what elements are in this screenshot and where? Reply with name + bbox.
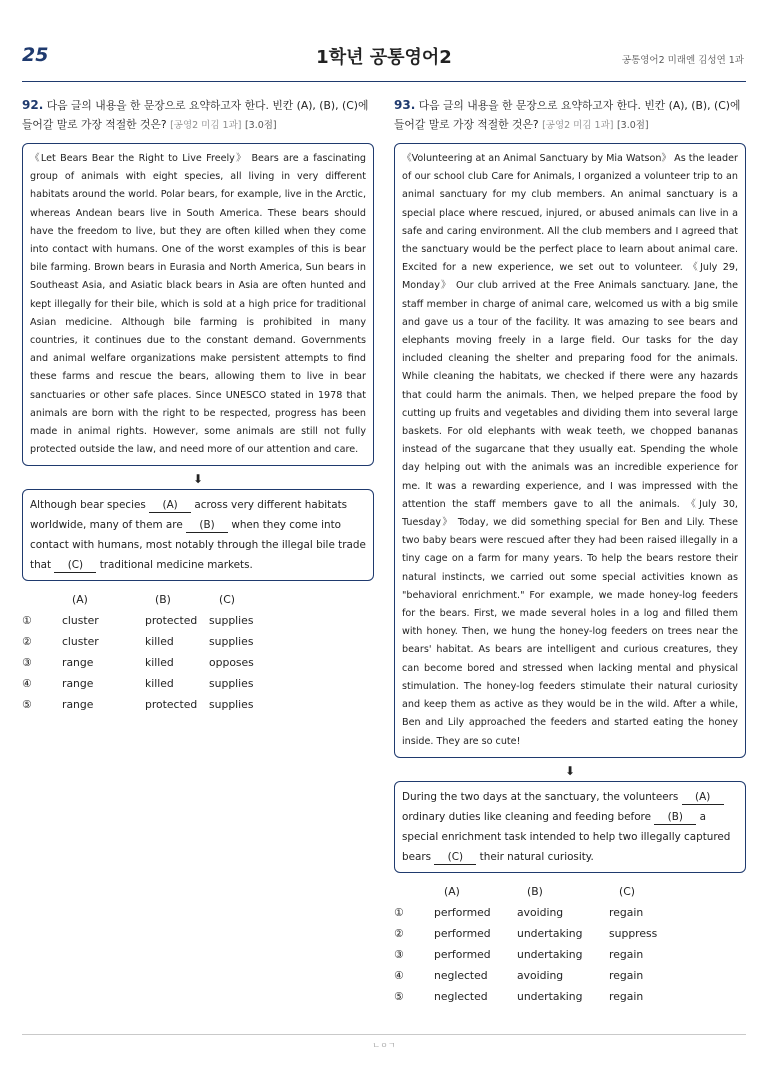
- choice-c: regain: [609, 947, 644, 961]
- choice-marker[interactable]: ⑤: [394, 989, 404, 1003]
- points-label: [3.0점]: [244, 120, 277, 131]
- choice-b: undertaking: [517, 989, 583, 1003]
- footer-divider: [22, 1034, 746, 1035]
- choice-row[interactable]: [22, 631, 254, 652]
- question-number: 93.: [394, 98, 416, 112]
- choice-marker[interactable]: ③: [22, 656, 32, 670]
- summary-text-2: across very different habitats worldwide, many of them are: [30, 499, 348, 532]
- choice-c: supplies: [209, 614, 254, 628]
- choice-marker[interactable]: ②: [394, 926, 404, 940]
- question-prompt: [394, 96, 746, 135]
- prompt-line-2: 들어갈 말로 가장 적절한 것은?: [394, 118, 539, 131]
- header-a: (A): [72, 593, 88, 607]
- blank-a: (A): [682, 790, 724, 805]
- choice-a: cluster: [62, 635, 99, 649]
- choices-header: [394, 881, 657, 902]
- down-arrow-icon: ⬇: [192, 472, 204, 487]
- choice-a: performed: [434, 947, 491, 961]
- page-title: 1학년 공통영어2: [316, 47, 452, 68]
- blank-b: (B): [654, 810, 696, 825]
- choice-marker[interactable]: ③: [394, 947, 404, 961]
- choice-c: supplies: [209, 635, 254, 649]
- summary-box: [394, 781, 746, 873]
- summary-text-3: a special enrichment task intended to help two illegally captured bears: [402, 810, 731, 863]
- choice-marker[interactable]: ①: [22, 614, 32, 628]
- choice-b: killed: [145, 677, 174, 691]
- choice-marker[interactable]: ④: [22, 677, 32, 691]
- choice-c: suppress: [609, 926, 658, 940]
- choice-b: protected: [145, 614, 198, 628]
- choice-c: opposes: [209, 656, 254, 670]
- question-92: [22, 96, 374, 715]
- choice-row[interactable]: [22, 652, 254, 673]
- answer-choices: [22, 589, 254, 715]
- choice-b: undertaking: [517, 947, 583, 961]
- choice-row[interactable]: [22, 610, 254, 631]
- header-meta: 공통영어2 미래엔 김성연 1과: [621, 55, 744, 66]
- answer-choices: [394, 881, 657, 1007]
- prompt-line-1: 다음 글의 내용을 한 문장으로 요약하고자 한다. 빈칸 (A), (B), (C)에: [418, 99, 741, 112]
- header-c: (C): [219, 593, 235, 607]
- choice-a: performed: [434, 926, 491, 940]
- choice-a: neglected: [434, 989, 488, 1003]
- summary-text-1: Although bear species: [30, 499, 150, 512]
- question-93: [394, 96, 746, 1007]
- choice-c: supplies: [209, 677, 254, 691]
- header-b: (B): [527, 884, 543, 898]
- choice-b: avoiding: [517, 905, 564, 919]
- header-divider: [22, 81, 746, 82]
- choice-a: range: [62, 677, 94, 691]
- prompt-line-1: 다음 글의 내용을 한 문장으로 요약하고자 한다. 빈칸 (A), (B), (C)에: [46, 99, 369, 112]
- choice-row[interactable]: [394, 986, 657, 1007]
- blank-b: (B): [186, 518, 228, 533]
- header-c: (C): [619, 884, 635, 898]
- choice-row[interactable]: [394, 965, 657, 986]
- choice-marker[interactable]: ④: [394, 968, 404, 982]
- choice-marker[interactable]: ②: [22, 635, 32, 649]
- summary-box: [22, 489, 374, 581]
- choice-b: protected: [145, 698, 198, 712]
- choice-a: neglected: [434, 968, 488, 982]
- down-arrow-icon: ⬇: [564, 763, 576, 778]
- choice-b: undertaking: [517, 926, 583, 940]
- choice-c: regain: [609, 968, 644, 982]
- choice-marker[interactable]: ⑤: [22, 698, 32, 712]
- blank-c: (C): [54, 558, 96, 573]
- summary-text-4: traditional medicine markets.: [96, 559, 253, 572]
- choice-row[interactable]: [22, 694, 254, 715]
- footer-mark: ㄴㅇㄱ: [372, 1041, 396, 1050]
- choice-marker[interactable]: ①: [394, 905, 404, 919]
- choice-a: cluster: [62, 614, 99, 628]
- question-prompt: [22, 96, 374, 135]
- passage-box: 《Volunteering at an Animal Sanctuary by Mia Watson》 As the leader of our school club Care for Animals, I organized a volunteer trip to an animal sanctuary for my club members. An animal sanctuary is a special place where rescued, injured, or abused animals can live in a safe and caring environment. All the club members and I agreed that the sanctuary would be the perfect place to learn about animal care. Excited for a new experience, we set out to volunteer. 《July 29, Monday》 Our club arrived at the Free Animals sanctuary. Jane, the staff member in charge of animal care, welcomed us with a big smile and gave us a tour of the facility. It was amazing to see bears and elephants moving freely in a large field. Our tasks for the day included cleaning the shelter and preparing food for the animals. While cleaning the habitats, we checked if there were any hazards that could harm the animals. Then, we helped prepare the food by cutting up fruits and vegetables and dividing them into several large baskets. For old elephants with weak teeth, we chopped bananas instead of the sugarcane that they usually eat. Spending the whole day helping out with the animals was an incredible experience for me. It was a rewarding experience, and I was impressed with the attention the staff members gave to all the animals. 《July 30, Tuesday》 Today, we did something special for Ben and Lily. These two baby bears were rescued after they had been raised illegally in a tiny cage on a farm for many years. To help the bears restore their natural instincts, we carried out some special activities known as "behavioral enrichment." For example, we made honey-log feeders for the bears. First, we made several holes in a log and filled them with honey. Then, we hung the honey-log feeders on trees near the bears' habitat. As bears are intelligent and curious creatures, they can become bored and stressed when lacking mental and physical stimulation. The honey-log feeders stimulate their natural curiosity and keep them as active as they would be in the wild. After a while, Ben and Lily approached the feeders and started eating the honey inside. They are so cute!: [394, 143, 746, 758]
- choice-a: range: [62, 656, 94, 670]
- choice-c: regain: [609, 905, 644, 919]
- blank-c: (C): [434, 850, 476, 865]
- source-tag: [공영2 미김 1과]: [542, 120, 614, 131]
- question-number: 92.: [22, 98, 44, 112]
- header-b: (B): [155, 593, 171, 607]
- choice-c: supplies: [209, 698, 254, 712]
- page-number: 25: [22, 44, 49, 66]
- choice-b: avoiding: [517, 968, 564, 982]
- summary-text-1: During the two days at the sanctuary, the volunteers: [402, 790, 682, 803]
- passage-box: 《Let Bears Bear the Right to Live Freely》 Bears are a fascinating group of animals with eight species, all living in very different habitats around the world. Polar bears, for example, live in the Arctic, whereas Andean bears live in South America. These bears should have the freedom to live, but they are often killed when they come into contact with humans. One of the worst examples of this is bear bile farming. Brown bears in Eurasia and North America, Sun bears in Southeast Asia, and Asiatic black bears in Asia are often hunted and kept illegally for their bile, which is sold at a high price for traditional Asian medicine. Although bile farming is prohibited in many countries, it continues due to the constant demand. Governments and animal welfare organizations make persistent attempts to find these farms and rescue the bears, allowing them to live in bear sanctuaries or other safe places. Since UNESCO stated in 1978 that animals are born with the right to be respected, progress has been made in animal rights. However, some animals are still not fully protected outside the law, and need more of our attention and care.: [22, 143, 374, 466]
- choice-a: range: [62, 698, 94, 712]
- choice-row[interactable]: [394, 902, 657, 923]
- choice-c: regain: [609, 989, 644, 1003]
- summary-text-2: ordinary duties like cleaning and feeding before: [402, 810, 655, 823]
- summary-text-3: when they come into contact with humans, most notably through the illegal bile trade that: [30, 519, 366, 572]
- choice-a: performed: [434, 905, 491, 919]
- choice-b: killed: [145, 635, 174, 649]
- points-label: [3.0점]: [616, 120, 649, 131]
- choices-header: [22, 589, 254, 610]
- blank-a: (A): [149, 498, 191, 513]
- summary-text-4: their natural curiosity.: [476, 850, 594, 863]
- choice-row[interactable]: [394, 923, 657, 944]
- choice-b: killed: [145, 656, 174, 670]
- header-a: (A): [444, 884, 460, 898]
- prompt-line-2: 들어갈 말로 가장 적절한 것은?: [22, 118, 167, 131]
- choice-row[interactable]: [22, 673, 254, 694]
- source-tag: [공영2 미김 1과]: [170, 120, 242, 131]
- choice-row[interactable]: [394, 944, 657, 965]
